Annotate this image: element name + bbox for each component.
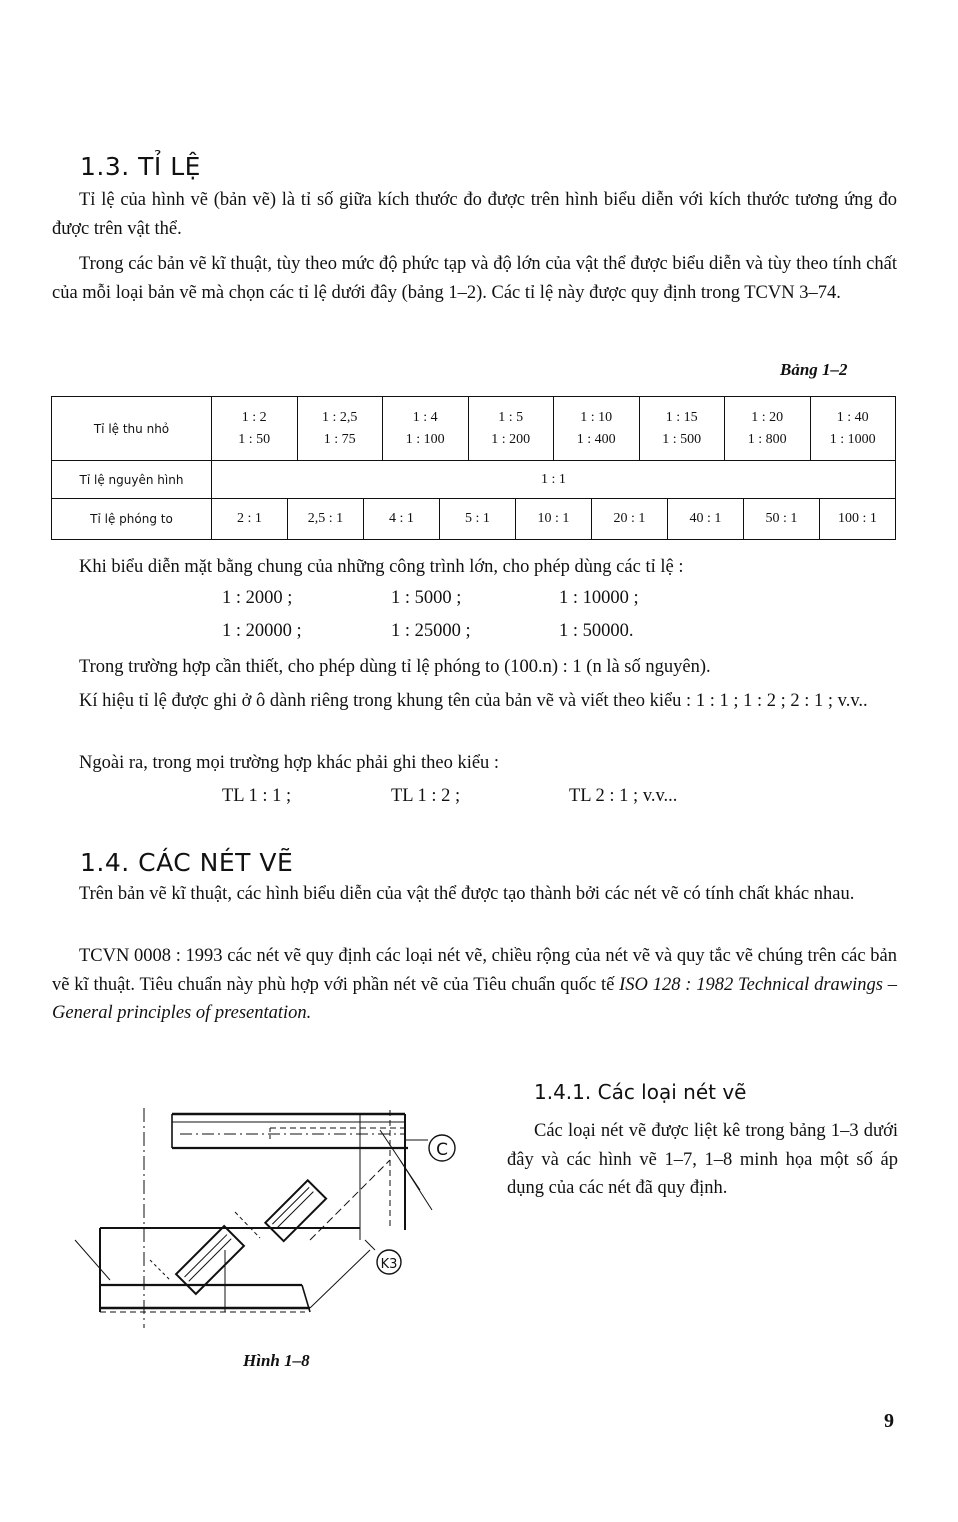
table-cell <box>383 397 469 460</box>
table-caption: Bảng 1–2 <box>780 360 848 379</box>
thin-line <box>365 1240 375 1250</box>
cell-value: 1 : 50 <box>238 431 271 447</box>
scale-value: 1 : 5000 ; <box>391 588 462 608</box>
cell-value: 1 : 4 <box>412 409 438 425</box>
table-cell: 5 : 1 <box>440 499 516 539</box>
paragraph: Trong trường hợp cần thiết, cho phép dùng tỉ lệ phóng to (100.n) : 1 (n là số nguyên). <box>79 657 711 677</box>
table-cell <box>725 397 811 460</box>
table-row-reduction <box>52 397 895 461</box>
paragraph: Các loại nét vẽ được liệt kê trong bảng 1–3 dưới đây và các hình vẽ 1–7, 1–8 minh họa một số áp dụng của các nét đã quy định. <box>507 1121 898 1198</box>
hidden-line <box>235 1212 260 1238</box>
paragraph: Trên bản vẽ kĩ thuật, các hình biểu diễn của vật thể được tạo thành bởi các nét vẽ có tính chất khác nhau. <box>79 884 855 904</box>
table-row-actual <box>52 461 895 499</box>
table-cell: 20 : 1 <box>592 499 668 539</box>
scale-value: 1 : 10000 ; <box>559 588 639 608</box>
row-label: Tỉ lệ phóng to <box>52 499 212 539</box>
block-part <box>265 1180 326 1241</box>
scale-value: 1 : 50000. <box>559 621 634 641</box>
table-cell: 2,5 : 1 <box>288 499 364 539</box>
label-c: C <box>436 1140 448 1160</box>
cell-value: 1 : 75 <box>323 431 356 447</box>
row-label: Tỉ lệ thu nhỏ <box>52 397 212 460</box>
scale-value: 1 : 20000 ; <box>222 621 302 641</box>
table-cell <box>554 397 640 460</box>
scale-value: 1 : 2000 ; <box>222 588 293 608</box>
table-cell: 4 : 1 <box>364 499 440 539</box>
thin-line <box>75 1240 110 1280</box>
paragraph-text: TCVN 0008 : 1993 các nét vẽ quy định các loại nét vẽ, chiều rộng của nét vẽ và quy tắc vẽ chúng trên các bản vẽ kĩ thuật. Tiêu chuẩn này phù hợp với phần nét vẽ của Tiêu chuẩn quốc tế <box>52 946 897 995</box>
cell-value: 1 : 200 <box>491 431 531 447</box>
paragraph: Trong các bản vẽ kĩ thuật, tùy theo mức độ phức tạp và độ lớn của vật thể được biểu diễn và tùy theo tính chất của mỗi loại bản vẽ mà chọn các tỉ lệ dưới đây (bảng 1–2). Các tỉ lệ này được quy định trong TCVN 3–74. <box>52 254 897 303</box>
table-cell <box>298 397 384 460</box>
tl-example: TL 2 : 1 ; v.v... <box>569 786 678 806</box>
cell-value: 1 : 100 <box>405 431 445 447</box>
paragraph-iso <box>52 942 897 1028</box>
cell-value: 1 : 15 <box>665 409 698 425</box>
page-number: 9 <box>884 1410 894 1432</box>
row-label: Tỉ lệ nguyên hình <box>52 461 212 498</box>
cell-value: 1 : 2,5 <box>322 409 358 425</box>
cell-value: 1 : 400 <box>576 431 616 447</box>
table-cell <box>469 397 555 460</box>
cell-value: 1 : 10 <box>580 409 613 425</box>
figure-caption: Hình 1–8 <box>243 1351 310 1370</box>
table-cell: 1 : 1 <box>541 471 566 487</box>
cell-value: 1 : 40 <box>836 409 869 425</box>
section-heading-1-3: 1.3. TỈ LỆ <box>80 152 201 181</box>
paragraph: Kí hiệu tỉ lệ được ghi ở ô dành riêng trong khung tên của bản vẽ và viết theo kiểu : 1 : 1 ; 1 : 2 ; 2 : 1 ; v.v.. <box>79 691 868 711</box>
cell-value: 1 : 5 <box>498 409 524 425</box>
tl-example: TL 1 : 1 ; <box>222 786 292 806</box>
block-part <box>176 1226 244 1294</box>
table-row-enlarge <box>52 499 895 539</box>
subsection-heading-1-4-1: 1.4.1. Các loại nét vẽ <box>534 1080 747 1104</box>
table-cell: 40 : 1 <box>668 499 744 539</box>
label-k3: K3 <box>380 1257 398 1272</box>
scale-value: 1 : 25000 ; <box>391 621 471 641</box>
table-cell: 2 : 1 <box>212 499 288 539</box>
table-cell <box>640 397 726 460</box>
paragraph: Khi biểu diễn mặt bằng chung của những công trình lớn, cho phép dùng các tỉ lệ : <box>79 557 684 577</box>
cell-value: 1 : 2 <box>241 409 267 425</box>
paragraph: Tỉ lệ của hình vẽ (bản vẽ) là tỉ số giữa kích thước đo được trên hình biểu diễn với kích thước tương ứng đo được trên vật thể. <box>52 190 897 239</box>
cell-value: 1 : 1000 <box>829 431 876 447</box>
tl-example: TL 1 : 2 ; <box>391 786 461 806</box>
scale-table <box>51 396 896 540</box>
section-heading-1-4: 1.4. CÁC NÉT VẼ <box>80 848 294 877</box>
hidden-line <box>150 1260 170 1280</box>
cell-value: 1 : 20 <box>751 409 784 425</box>
thin-line <box>310 1250 370 1308</box>
table-cell: 10 : 1 <box>516 499 592 539</box>
table-cell <box>811 397 896 460</box>
table-cell <box>212 397 298 460</box>
paragraph: Ngoài ra, trong mọi trường hợp khác phải ghi theo kiểu : <box>79 753 500 773</box>
iso-reference: ISO 128 : 1982 Technical drawings – General principles of presentation. <box>52 974 897 1023</box>
table-cell: 50 : 1 <box>744 499 820 539</box>
cell-value: 1 : 800 <box>747 431 787 447</box>
figure-1-8-drawing <box>60 1100 480 1340</box>
cell-value: 1 : 500 <box>662 431 702 447</box>
table-cell: 100 : 1 <box>838 511 877 526</box>
